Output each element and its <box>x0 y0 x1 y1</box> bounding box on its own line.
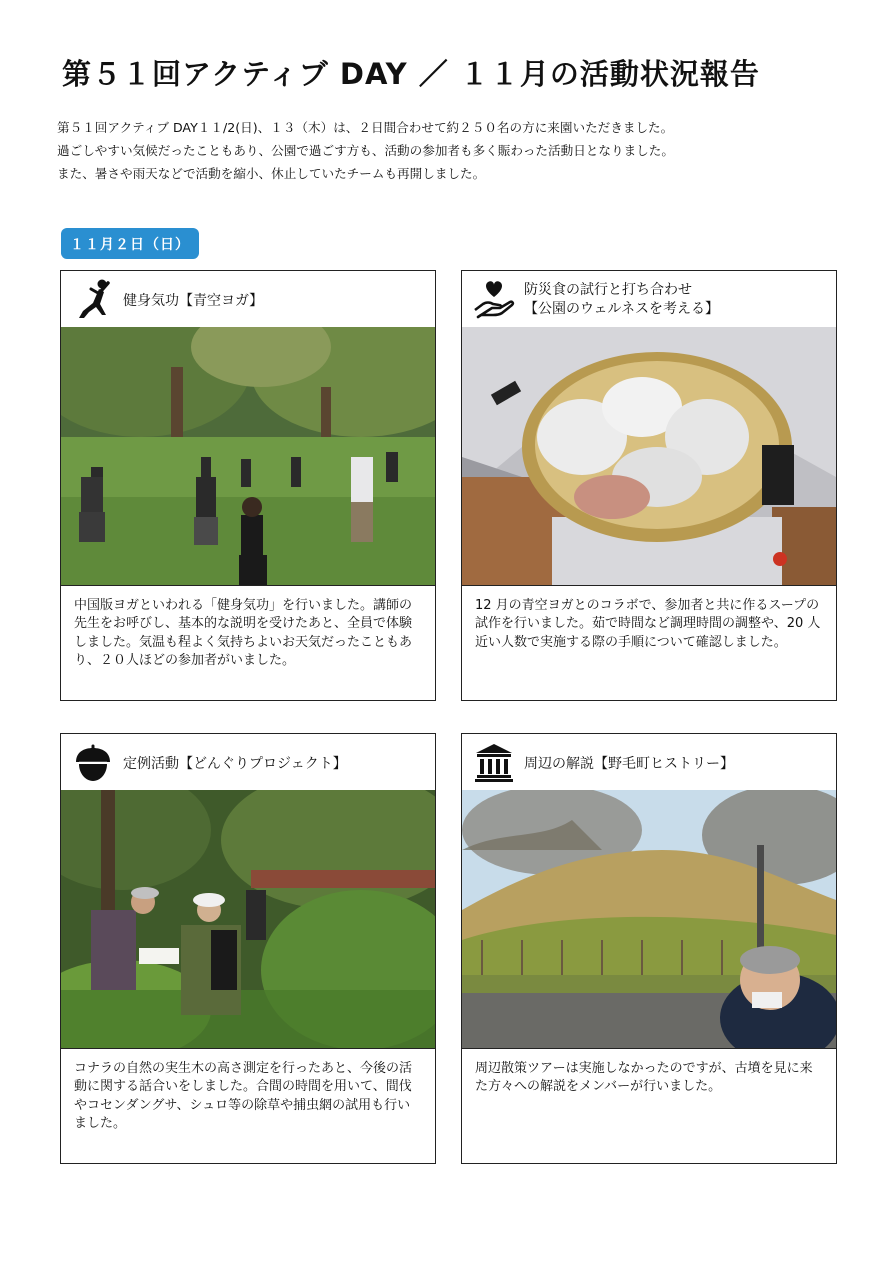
yoga-pose-icon <box>71 277 115 321</box>
card-description <box>61 585 435 700</box>
card-header <box>61 271 435 327</box>
intro-text <box>57 116 847 185</box>
card-description <box>61 1048 435 1163</box>
card-title-line: 防災食の試行と打ち合わせ <box>524 282 692 298</box>
card-text: 中国版ヨガといわれる「健身気功」を行いました。講師の先生をお呼びし、基本的な説明を受けたあと、全員で体験しました。気温も程よく気持ちよいお天気だったこともあり、２０人ほどの参加者がいました。 <box>74 598 413 669</box>
museum-building-icon <box>472 740 516 784</box>
date-badge: １１月２日（日） <box>61 228 199 259</box>
activity-card-history <box>461 733 837 1164</box>
card-title: 定例活動【どんぐりプロジェクト】 <box>123 756 347 772</box>
intro-line: 第５１回アクティブ DAY１１/2(日)、１３（木）は、２日間合わせて約２５０名の方に来園いただきました。 <box>57 120 674 135</box>
card-title-line: 【公園のウェルネスを考える】 <box>524 301 720 317</box>
activity-card-acorn-project <box>60 733 436 1164</box>
photo-members-in-woodland <box>61 790 435 1048</box>
card-title: 周辺の解説【野毛町ヒストリー】 <box>524 756 734 772</box>
intro-line: また、暑さや雨天などで活動を縮小、休止していたチームも再開しました。 <box>57 166 486 181</box>
card-description <box>462 1048 836 1163</box>
card-description <box>462 585 836 700</box>
photo-burial-mound-with-guide <box>462 790 836 1048</box>
photo-qigong-in-park <box>61 327 435 585</box>
card-title: 健身気功【青空ヨガ】 <box>123 293 264 309</box>
activity-card-disaster-food <box>461 270 837 701</box>
card-header <box>61 734 435 790</box>
intro-line: 過ごしやすい気候だったこともあり、公園で過ごす方も、活動の参加者も多く賑わった活動日となりました。 <box>57 143 674 158</box>
card-title <box>524 281 719 319</box>
acorn-icon <box>71 740 115 784</box>
card-text: 12 月の青空ヨガとのコラボで、参加者と共に作るスープの試作を行いました。茹で時間など調理時間の調整や、20 人近い人数で実施する際の手順について確認しました。 <box>475 598 821 650</box>
card-text: 周辺散策ツアーは実施しなかったのですが、古墳を見に来た方々への解説をメンバーが行いました。 <box>475 1061 813 1095</box>
card-text: コナラの自然の実生木の高さ測定を行ったあと、今後の活動に関する話合いをしました。合間の時間を用いて、間伐やコセンダングサ、シュロ等の除草や捕虫網の試用も行いました。 <box>74 1061 413 1132</box>
card-header <box>462 734 836 790</box>
photo-pot-on-stove <box>462 327 836 585</box>
page-title: 第５１回アクティブ DAY ／ １１月の活動状況報告 <box>62 57 760 91</box>
card-header <box>462 271 836 327</box>
activity-card-qigong <box>60 270 436 701</box>
hand-heart-icon <box>472 277 516 321</box>
